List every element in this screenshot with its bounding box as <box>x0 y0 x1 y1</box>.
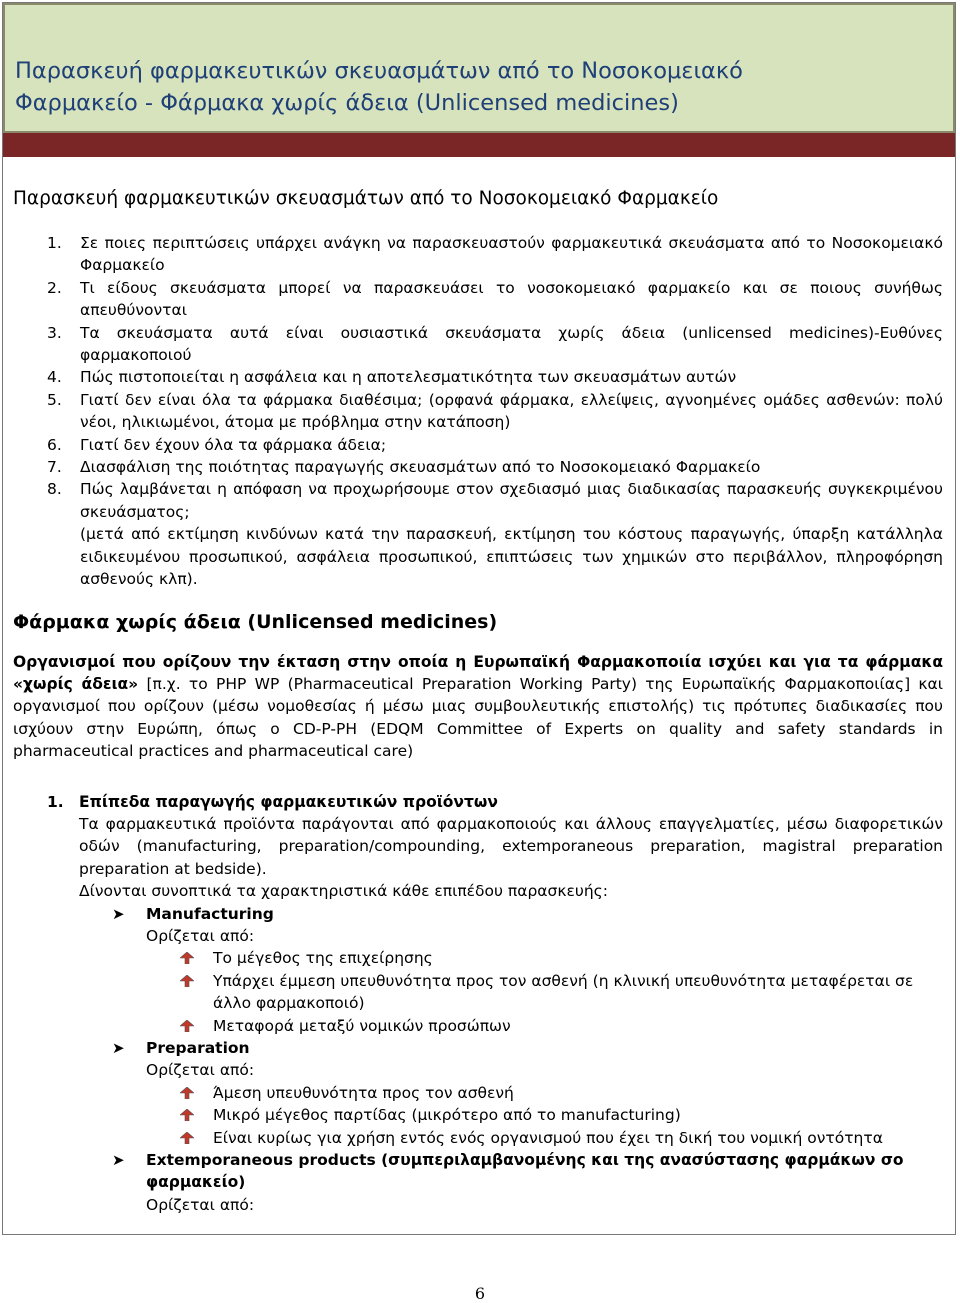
category-preparation <box>13 1037 943 1059</box>
list-item <box>13 1104 943 1126</box>
list-item <box>13 1082 943 1104</box>
arrow-bullet-icon: ➤ <box>112 1151 125 1170</box>
questions-list <box>13 232 943 523</box>
page-title-line-2: Φαρμακείο - Φάρμακα χωρίς άδεια (Unlicensed medicines) <box>15 90 679 116</box>
list-item <box>13 456 943 478</box>
list-item-text: Διασφάλιση της ποιότητας παραγωγής σκευασμάτων από το Νοσοκομειακό Φαρμακείο <box>80 458 761 477</box>
triangle-bullet-icon <box>180 1132 194 1144</box>
category-extemporaneous <box>13 1149 943 1194</box>
list-number: 8. <box>47 480 62 499</box>
intro-rest: [π.χ. το PHP WP (Pharmaceutical Preparation Working Party) της Ευρωπαϊκής Φαρμακοποιίας] και οργανισμοί που ορίζουν (μέσω νομοθεσίας ή μέσω μιας συμβουλευτικής επιστολής) τις πρότυπες διαδικασίες που ισχύουν στην Ευρώπη, όπως ο CD-P-PH (EDQM Committee of Experts on quality and safety standards in pharmaceutical practices and pharmaceutical care) <box>13 674 944 761</box>
list-item-text: Υπάρχει έμμεση υπευθυνότητα προς τον ασθενή (η κλινική υπευθυνότητα μεταφέρεται σε άλλο φαρμακοποιό) <box>213 971 914 1013</box>
list-item-text: Γιατί δεν έχουν όλα τα φάρμακα άδεια; <box>80 435 387 454</box>
page-title <box>15 55 945 119</box>
title-accent-bar <box>3 133 955 157</box>
list-item-text: Σε ποιες περιπτώσεις υπάρχει ανάγκη να παρασκευαστούν φαρμακευτικά σκευάσματα από το Νοσοκομειακό Φαρμακείο <box>80 234 943 275</box>
list-item-text: Άμεση υπευθυνότητα προς τον ασθενή <box>213 1083 514 1102</box>
subsection-text: Τα φαρμακευτικά προϊόντα παράγονται από φαρμακοποιούς και άλλους επαγγελματίες, μέσω διαφορετικών οδών (manufacturing, preparation/compounding, extemporaneous preparation, magistral preparation preparation at bedside). <box>79 814 943 878</box>
defined-by-label: Ορίζεται από: <box>146 1061 255 1080</box>
category-title: Manufacturing <box>146 904 274 923</box>
defined-by-label: Ορίζεται από: <box>146 926 255 945</box>
list-item <box>13 1127 943 1149</box>
subsection-title: Επίπεδα παραγωγής φαρμακευτικών προϊόντων <box>79 792 498 811</box>
list-item <box>13 478 943 523</box>
triangle-bullet-icon <box>180 975 194 987</box>
list-item-text: Τα σκευάσματα αυτά είναι ουσιαστικά σκευάσματα χωρίς άδεια (unlicensed medicines)-Ευθύνες φαρμακοποιού <box>80 323 943 365</box>
list-item-text: Πώς πιστοποιείται η ασφάλεια και η αποτελεσματικότητα των σκευασμάτων αυτών <box>80 368 737 387</box>
document-body <box>13 186 943 1216</box>
item-8-note: (μετά από εκτίμηση κινδύνων κατά την παρασκευή, εκτίμηση του κόστους παραγωγής, ύπαρξη κατάλληλα ειδικευμένου προσωπικού, ασφάλεια προσωπικού, επιπτώσεις των χημικών στο περιβάλλον, πληροφόρηση ασθενούς κλπ). <box>80 525 943 589</box>
arrow-bullet-icon: ➤ <box>112 1039 125 1057</box>
page-title-line-1: Παρασκευή φαρμακευτικών σκευασμάτων από το Νοσοκομειακό <box>15 58 743 84</box>
category-manufacturing <box>13 903 943 925</box>
list-number: 3. <box>47 323 62 342</box>
list-item <box>13 434 943 456</box>
list-number: 5. <box>47 390 62 409</box>
list-item <box>13 947 943 969</box>
list-item-text: Είναι κυρίως για χρήση εντός ενός οργανισμού που έχει τη δική του νομική οντότητα <box>213 1128 883 1147</box>
title-box <box>3 3 955 133</box>
production-levels <box>13 791 943 903</box>
list-item <box>13 322 943 367</box>
list-number: 6. <box>47 435 62 454</box>
subsection-number: 1. <box>47 792 64 811</box>
list-item <box>13 232 943 277</box>
list-item-text: Μικρό μέγεθος παρτίδας (μικρότερο από το manufacturing) <box>213 1106 681 1125</box>
arrow-bullet-icon: ➤ <box>112 904 125 923</box>
list-item <box>13 970 943 1015</box>
category-title: Extemporaneous products (συμπεριλαμβανομένης και της ανασύστασης φαρμάκων σο φαρμακείο) <box>146 1151 904 1192</box>
triangle-bullet-icon <box>180 1087 194 1099</box>
list-number: 1. <box>47 234 62 252</box>
intro-bold: Οργανισμοί που ορίζουν την έκταση στην οποία η Ευρωπαϊκή Φαρμακοποιία ισχύει και για τα φάρμακα «χωρίς άδεια» <box>13 652 943 693</box>
list-item-text: Γιατί δεν είναι όλα τα φάρμακα διαθέσιμα; (ορφανά φάρμακα, ελλείψεις, αγνοημένες ομάδες ασθενών: πολύ νέοι, ηλικιωμένοι, άτομα με πρόβλημα στην κατάποση) <box>80 390 943 432</box>
page-number: 6 <box>474 1284 486 1303</box>
list-item <box>13 277 943 322</box>
list-item-text: Μεταφορά μεταξύ νομικών προσώπων <box>213 1016 511 1035</box>
list-item-text: Πώς λαμβάνεται η απόφαση να προχωρήσουμε στον σχεδιασμό μιας διαδικασίας παρασκευής συγκεκριμένου σκευάσματος; <box>80 480 943 521</box>
triangle-bullet-icon <box>180 1109 194 1121</box>
subsection-summary: Δίνονται συνοπτικά τα χαρακτηριστικά κάθε επιπέδου παρασκευής: <box>79 882 608 901</box>
category-title: Preparation <box>146 1039 250 1057</box>
section-heading-preparation: Παρασκευή φαρμακευτικών σκευασμάτων από το Νοσοκομειακό Φαρμακείο <box>13 188 719 209</box>
list-item-text: Το μέγεθος της επιχείρησης <box>213 949 433 968</box>
triangle-bullet-icon <box>180 1020 194 1032</box>
intro-paragraph <box>13 651 943 763</box>
section-heading-unlicensed: Φάρμακα χωρίς άδεια (Unlicensed medicines) <box>13 610 498 633</box>
list-number: 2. <box>47 278 62 297</box>
list-number: 4. <box>47 368 62 387</box>
defined-by-label: Ορίζεται από: <box>146 1195 255 1214</box>
list-number: 7. <box>47 458 62 477</box>
list-item <box>13 389 943 434</box>
list-item <box>13 1015 943 1037</box>
list-item <box>13 366 943 388</box>
list-item-text: Τι είδους σκευάσματα μπορεί να παρασκευάσει το νοσοκομειακό φαρμακείο και σε ποιους συνήθως απευθύνονται <box>80 278 943 320</box>
triangle-bullet-icon <box>180 952 194 964</box>
